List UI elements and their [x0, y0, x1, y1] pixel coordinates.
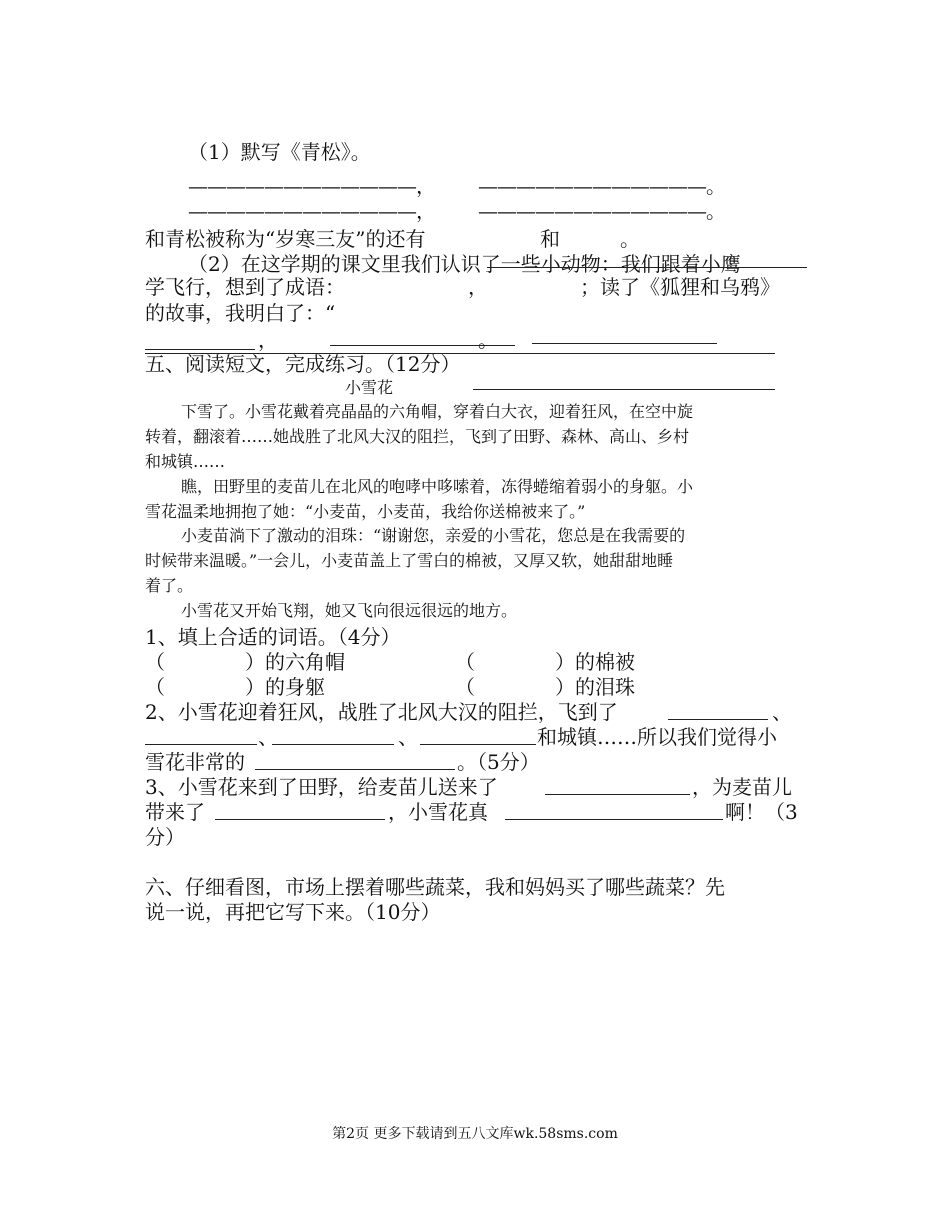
part2-line4a: ，	[258, 328, 278, 352]
exercise-2-line3a: 雪花非常的	[145, 750, 245, 774]
poem-line-2a: ————————————，	[188, 199, 435, 223]
poem-line-1b: ————————————。	[478, 174, 725, 198]
story-p3-line2: 时候带来温暖。”一会儿，小麦苗盖上了雪白的棉被，又厚又软，她甜甜地睡	[145, 551, 674, 570]
strike-rule	[487, 267, 807, 268]
answer-blank[interactable]	[215, 819, 385, 820]
exercise-2-sep: 、	[258, 725, 278, 749]
story-p2-line1: 瞧，田野里的麦苗儿在北风的咆哮中哆嗦着，冻得蜷缩着弱小的身躯。小	[181, 477, 694, 496]
answer-blank[interactable]	[545, 794, 690, 795]
page-footer: 第2页 更多下载请到五八文库wk.58sms.com	[332, 1126, 618, 1142]
poem-line-1a: ————————————，	[188, 174, 435, 198]
part2-line4b: 。	[478, 328, 498, 352]
part2-line3: 的故事，我明白了：“	[145, 301, 336, 325]
exercise-3-line1b: ，为麦苗儿	[692, 775, 792, 799]
exercise-2-line1: 2、小雪花迎着狂风，战胜了北风大汉的阻拦，飞到了	[145, 700, 618, 724]
exercise-3-line3: 分）	[145, 825, 185, 849]
answer-blank[interactable]	[272, 744, 394, 745]
exercise-2-sep: 、	[772, 700, 792, 724]
story-p2-line2: 雪花温柔地拥抱了她：“小麦苗，小麦苗，我给你送棉被来了。”	[145, 502, 586, 521]
part2-line1: （2）在这学期的课文里我们认识了一些小动物：我们跟着小鹰	[188, 252, 741, 276]
part2-line2b: ，	[468, 275, 488, 299]
story-title: 小雪花	[345, 378, 394, 397]
story-p1-line2: 转着，翻滚着……她战胜了北风大汉的阻拦，飞到了田野、森林、高山、乡村	[145, 427, 690, 446]
exercise-3-line2b: ，小雪花真	[388, 800, 488, 824]
section-5-heading: 五、阅读短文，完成练习。（12分）	[145, 352, 461, 376]
exercise-3-line2a: 带来了	[145, 800, 205, 824]
exercise-2-line3b: 。（5分）	[457, 750, 540, 774]
answer-blank[interactable]	[505, 819, 723, 820]
part2-line2c: ；读了《狐狸和乌鸦》	[580, 275, 780, 299]
answer-blank[interactable]	[255, 769, 455, 770]
exercise-2-line2: 和城镇……所以我们觉得小	[537, 725, 777, 749]
exercise-3-line1a: 3、小雪花来到了田野，给麦苗儿送来了	[145, 775, 498, 799]
story-p3-line1: 小麦苗淌下了激动的泪珠：“谢谢您，亲爱的小雪花，您总是在我需要的	[181, 526, 686, 545]
exercise-1-title: 1、填上合适的词语。（4分）	[145, 625, 401, 649]
fill-item: （ ）的棉被	[455, 650, 635, 674]
three-friends-text: 和青松被称为“岁寒三友”的还有	[145, 227, 426, 251]
part1-title: （1）默写《青松》。	[188, 140, 371, 164]
section-6-line1: 六、仔细看图，市场上摆着哪些蔬菜，我和妈妈买了哪些蔬菜？先	[145, 875, 725, 899]
three-friends-end: 。	[620, 227, 640, 251]
answer-rule	[473, 389, 775, 390]
answer-blank[interactable]	[668, 719, 768, 720]
exercise-3-line2c: 啊！（3	[725, 800, 798, 824]
answer-blank[interactable]	[145, 744, 257, 745]
answer-blank[interactable]	[532, 343, 717, 344]
part2-line2a: 学飞行，想到了成语：	[145, 275, 345, 299]
story-p4-line1: 小雪花又开始飞翔，她又飞向很远很远的地方。	[181, 601, 518, 620]
fill-item: （ ）的身躯	[145, 675, 325, 699]
section-6-line2: 说一说，再把它写下来。（10分）	[145, 900, 441, 924]
fill-item: （ ）的泪珠	[455, 675, 635, 699]
exercise-2-sep: 、	[398, 725, 418, 749]
answer-blank[interactable]	[145, 349, 255, 350]
three-friends-and: 和	[540, 227, 560, 251]
answer-blank[interactable]	[420, 744, 536, 745]
poem-line-2b: ————————————。	[478, 199, 725, 223]
story-p1-line3: 和城镇……	[145, 452, 226, 471]
fill-item: （ ）的六角帽	[145, 650, 345, 674]
story-p3-line3: 着了。	[145, 576, 194, 595]
story-p1-line1: 下雪了。小雪花戴着亮晶晶的六角帽，穿着白大衣，迎着狂风，在空中旋	[181, 402, 694, 421]
